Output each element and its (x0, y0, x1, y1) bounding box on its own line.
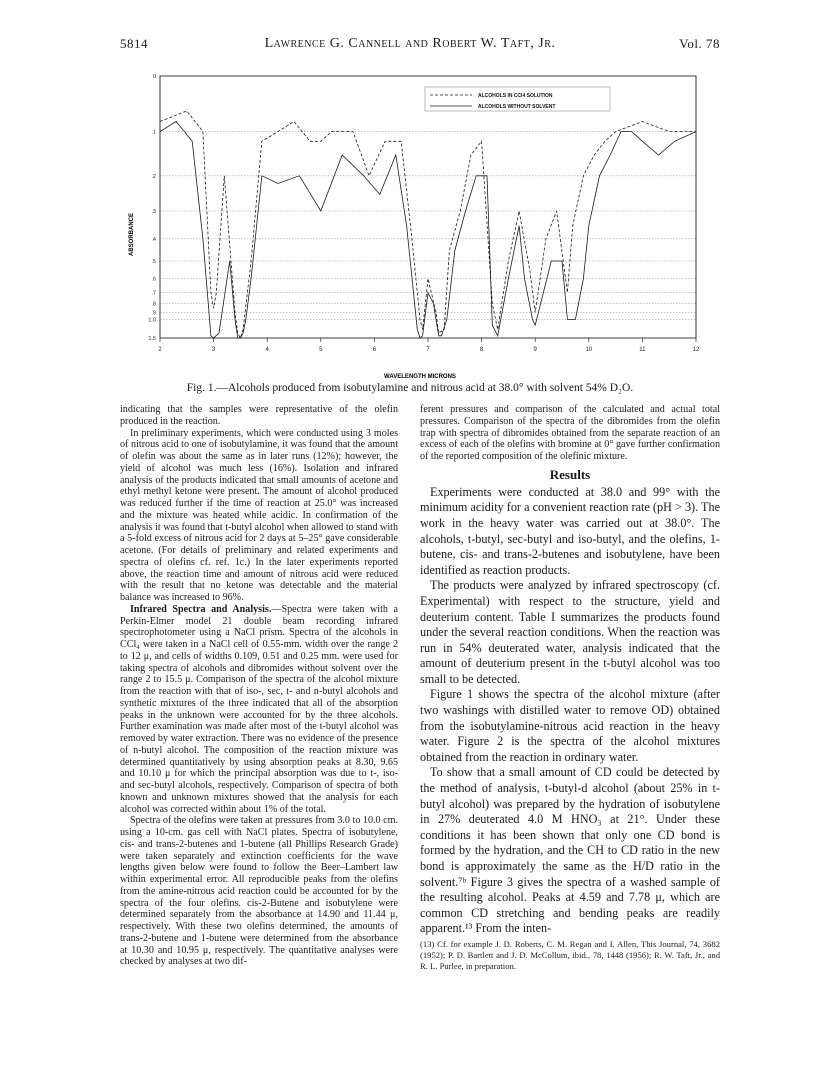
x-tick-label: 4 (265, 347, 269, 353)
x-tick-label: 7 (426, 347, 430, 353)
running-header-authors: Lawrence G. Cannell and Robert W. Taft, Jr. (264, 36, 556, 51)
x-tick-label: 12 (692, 347, 700, 353)
x-tick-labels (158, 347, 700, 353)
y-tick-label: .1 (151, 129, 156, 136)
x-tick-label: 5 (319, 347, 323, 353)
paragraph-text: Spectra of the olefins were taken at pressures from 3.0 to 10.0 cm. using a 10-cm. gas cell with NaCl plates. Spectra of isobutylene, cis- and trans-2-butenes and 1-butene (all Phillips Research Grade) were taken separately and extinction coefficients for the wave lengths given below were found to follow the Beer–Lambert law within experimental error. All reproducible peaks from the olefins from the amine-nitrous acid reaction could be accounted for by the spectra of the four olefins. cis-2-Butene and isobutylene were determined separately from the absorbance at 14.90 and 11.44 μ, respectively. With these two olefins determined, the amounts of trans-2-butene and 1-butene were determined from the absorbance at 10.30 and 10.95 μ, respectively. The quantitative analyses were checked by analyses at two dif- (120, 815, 398, 968)
series-line-without-solvent (160, 122, 696, 339)
chart-series (160, 111, 696, 338)
y-tick-label: .8 (151, 301, 156, 308)
x-tick-label: 3 (211, 347, 216, 353)
paragraph-text: indicating that the samples were representative of the olefin produced in the reaction. (120, 404, 398, 427)
x-tick-label: 2 (158, 347, 162, 353)
section-heading-results: Results (549, 466, 591, 482)
plot-frame (160, 76, 696, 338)
x-tick-label: 10 (585, 347, 593, 353)
x-tick-label: 6 (372, 347, 377, 353)
x-tick-label: 8 (479, 347, 484, 353)
x-tick-label: 9 (533, 347, 537, 353)
chart-grid (160, 76, 696, 342)
legend-label: ALCOHOLS WITHOUT SOLVENT (478, 104, 556, 110)
paragraph-text: In preliminary experiments, which were conducted using 3 moles of nitrous acid to one of isobutylamine, it was found that the amount of olefin was about the same as in later runs (12%); however, the yield of alcohol was much less (16%). Isolation and infrared analysis of the products indicated that small amounts of acetone and ethyl methyl ketone were present. The amount of alcohol produced was reduced further if the time of reaction at 25.0° was increased and the mixture was heated while acidic. In confirmation of the analysis it was found that t-butyl alcohol when allowed to stand with a 5-fold excess of nitrous acid for 2 days at 5–25° gave considerable acetone. (For details of preliminary and related experiments and spectra of olefins cf. ref. 1c.) In the later experiments reported above, the reaction time and amount of nitrous acid were reduced with the result that no ketone was detectable and the material balance was increased to 96%. (120, 427, 398, 603)
y-tick-label: .3 (151, 208, 156, 215)
y-tick-label: .2 (151, 173, 156, 180)
run-in-heading: Infrared Spectra and Analysis. (130, 603, 272, 615)
right-intro-paragraph: ferent pressures and comparison of the calculated and actual total pressures. Comparison of the spectra of the dibromides from the olefin trap with spectra of dibromides obtained from the separate reaction of an excess of each of the olefins with bromine at 0° gave further confirmation of the reported composition of the olefinic mixture. (420, 404, 720, 462)
y-tick-label: .9 (151, 310, 156, 317)
results-paragraph: Experiments were conducted at 38.0 and 99° with the minimum acidity for a convenient reaction rate (pH > 3). The work in the heavy water was carried out at 38.0°. The alcohols, t-butyl, sec-butyl and iso-butyl, and the olefins, 1-butene, cis- and trans-2-butenes and isobutylene, have been identified as reaction products. (420, 484, 720, 577)
y-tick-label: 0 (152, 74, 156, 80)
x-tick-label: 11 (639, 347, 646, 353)
paragraph-text: —Spectra were taken with a Perkin-Elmer model 21 double beam recording infrared spectrophotometer using a NaCl prism. Spectra of the alcohols in CCl₄ were taken in a NaCl cell of 0.55-mm. width over the range 2 to 12 μ, and cells of widths 0.109, 0.51 and 0.25 mm. were used for taking spectra of alcohols and dibromides without solvent over the range 2 to 15.5 μ. Comparison of the spectra of the alcohol mixture from the reaction with that of iso-, sec, t- and n-butyl alcohols and synthetic mixtures of the three indicated that all of the absorption peaks in the unknown were accounted for by the three alcohols. Further examination was made after most of the t-butyl alcohol was removed by water extraction. There was no evidence of the presence of n-butyl alcohol. The composition of the reaction mixture was determined quantitatively by using absorption peaks at 8.30, 9.65 and 10.10 μ for which the principal absorption was due to t-, iso- and sec-butyl alcohols, respectively. Comparison of spectra of both known and unknown mixtures showed that the analysis for each alcohol was corrected within about 1% of the total. (120, 603, 398, 815)
figure-caption: Fig. 1.—Alcohols produced from isobutylamine and nitrous acid at 38.0° with solvent 54% D₂O. (186, 382, 634, 394)
volume-number: Vol. 78 (679, 36, 720, 51)
y-tick-label: 1.0 (148, 317, 156, 324)
chart-legend (425, 87, 610, 111)
y-tick-label: .4 (151, 236, 156, 243)
page-number: 5814 (120, 36, 148, 51)
footnote-13: (13) Cf. for example J. D. Roberts, C. M. Regan and I. Allen, This Journal, 74, 3682 (1952); P. D. Bartlett and J. D. McCollum, ibid., 78, 1448 (1956); R. W. Taft, Jr., and R. L. Purlee, in preparation. (420, 938, 720, 971)
series-line-ccl4-solution (160, 111, 696, 338)
results-paragraphs (420, 485, 720, 937)
left-paragraph (120, 428, 398, 604)
y-tick-label: 1.5 (148, 336, 156, 342)
y-tick-labels (148, 74, 156, 342)
results-paragraph: The products were analyzed by infrared spectroscopy (cf. Experimental) with respect to the structure, yield and deuterium content. Table I summarizes the products found under the several reaction conditions. When the reaction was run in 54% deuterated water, analysis indicated that the amount of deuterium present in the t-butyl alcohol was too small to be detected. (420, 578, 720, 686)
results-paragraph: To show that a small amount of CD could be detected by the method of analysis, t-butyl-d alcohol (about 25% in t-butyl alcohol) was prepared by the hydration of isobutylene in 27% deuterated 4.0 M HNO₃ at 21°. Under these conditions it has been shown that only one CD bond is formed by the hydration, and the CH to CD ratio in the new bond is approximately the same as the H/D ratio in the solvent.⁷ᵇ Figure 3 gives the spectra of a washed sample of the resulting alcohol. Peaks at 4.59 and 7.78 μ, which are common CD stretching and bending peaks are readily apparent.¹³ From the inten- (420, 765, 720, 936)
legend-label: ALCOHOLS IN CCl4 SOLUTION (478, 93, 553, 99)
y-tick-label: .7 (151, 290, 156, 297)
ir-spectrum-figure (120, 66, 720, 384)
left-paragraph (120, 604, 398, 816)
results-paragraph: Figure 1 shows the spectra of the alcohol mixture (after two washings with distilled water to remove OD) obtained from the isobutylamine-nitrous acid reaction in the heavy water. Figure 2 is the spectra of the alcohol mixtures obtained from the reaction in ordinary water. (420, 687, 720, 764)
y-tick-label: .5 (151, 258, 156, 265)
left-paragraph (120, 404, 398, 428)
left-paragraph (120, 815, 398, 968)
left-column (120, 404, 398, 968)
x-axis-label: WAVELENGTH MICRONS (384, 374, 456, 380)
y-axis-label: ABSORBANCE (129, 212, 135, 256)
right-column (420, 404, 720, 972)
y-tick-label: .6 (151, 276, 156, 283)
